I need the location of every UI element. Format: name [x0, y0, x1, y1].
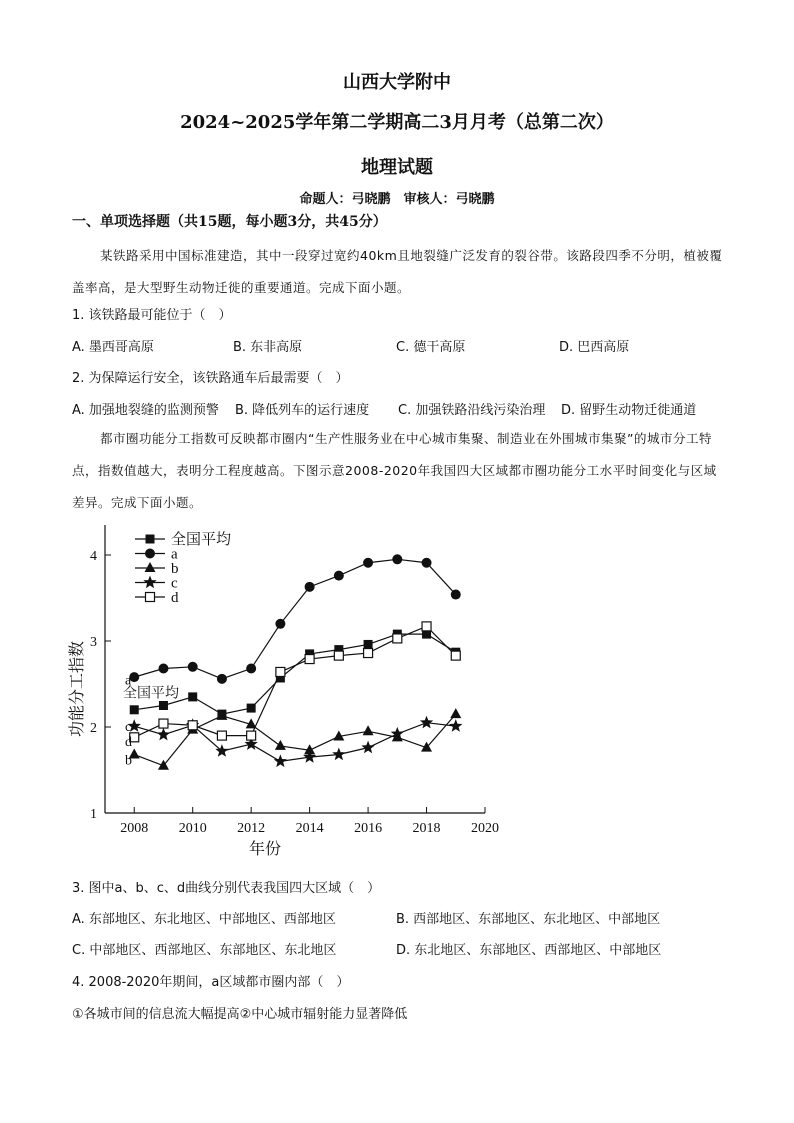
- school-title: 山西大学附中: [343, 72, 451, 93]
- data-point-1-3: [217, 674, 227, 684]
- data-point-1-2: [188, 662, 198, 672]
- exam-title: 2024~2025学年第二学期高二3月月考（总第二次）: [180, 112, 614, 133]
- data-point-3-6: [303, 750, 316, 763]
- q3-option-a[interactable]: A. 东部地区、东北地区、中部地区、西部地区: [72, 912, 336, 927]
- data-point-4-11: [451, 651, 460, 660]
- subject-title: 地理试题: [361, 157, 433, 178]
- x-tick-label: 2014: [295, 821, 324, 836]
- data-point-1-7: [334, 571, 344, 581]
- data-point-4-8: [364, 649, 373, 658]
- data-point-3-8: [361, 741, 374, 754]
- data-point-1-1: [158, 664, 168, 674]
- data-point-0-1: [159, 701, 168, 710]
- data-point-1-5: [275, 619, 285, 629]
- q3-option-c[interactable]: C. 中部地区、西部地区、东部地区、东北地区: [72, 943, 337, 958]
- data-point-1-4: [246, 664, 256, 674]
- q2-option-a[interactable]: A. 加强地裂缝的监测预警: [72, 403, 219, 418]
- legend-label-1: a: [171, 546, 178, 563]
- question-3-stem: 3. 图中a、b、c、d曲线分别代表我国四大区域（ ）: [72, 881, 381, 896]
- data-point-2-5: [275, 740, 286, 750]
- x-tick-label: 2016: [354, 821, 383, 836]
- series-inline-label-1: a: [125, 673, 132, 689]
- q3-option-b[interactable]: B. 西部地区、东部地区、东北地区、中部地区: [396, 912, 661, 927]
- question-2-stem: 2. 为保障运行安全，该铁路通车后最需要（ ）: [72, 371, 349, 386]
- question-1-stem: 1. 该铁路最可能位于（ ）: [72, 308, 232, 323]
- data-point-2-11: [450, 708, 461, 718]
- division-index-chart: [60, 517, 520, 867]
- data-point-4-9: [393, 634, 402, 643]
- data-point-3-1: [157, 728, 170, 741]
- data-point-4-5: [276, 667, 285, 676]
- x-tick-label: 2020: [471, 821, 499, 836]
- q2-option-b[interactable]: B. 降低列车的运行速度: [235, 403, 370, 418]
- q2-option-c[interactable]: C. 加强铁路沿线污染治理: [398, 403, 546, 418]
- data-point-4-7: [334, 651, 343, 660]
- legend-label-3: c: [171, 575, 178, 592]
- data-point-1-6: [305, 582, 315, 592]
- data-point-3-10: [420, 716, 433, 729]
- question-4-line-1: ①各城市间的信息流大幅提高②中心城市辐射能力显著降低: [72, 1007, 408, 1022]
- legend-marker-2: [145, 562, 156, 572]
- legend-marker-4: [146, 593, 155, 602]
- y-tick-label: 1: [90, 807, 97, 822]
- series-inline-label-3: c: [125, 720, 132, 736]
- q1-option-a[interactable]: A. 墨西哥高原: [72, 340, 154, 355]
- y-tick-label: 2: [90, 721, 97, 736]
- data-point-0-8: [364, 640, 373, 649]
- q3-option-d[interactable]: D. 东北地区、东部地区、西部地区、中部地区: [396, 943, 662, 958]
- data-point-0-4: [247, 704, 256, 713]
- q1-option-d[interactable]: D. 巴西高原: [559, 340, 630, 355]
- question-4-stem: 4. 2008-2020年期间，a区域都市圈内部（ ）: [72, 975, 350, 990]
- data-point-0-0: [130, 705, 139, 714]
- q2-option-d[interactable]: D. 留野生动物迁徙通道: [561, 403, 697, 418]
- data-point-4-6: [305, 655, 314, 664]
- data-point-1-9: [392, 554, 402, 564]
- data-point-3-5: [274, 754, 287, 767]
- legend-marker-1: [145, 549, 155, 559]
- q1-option-c[interactable]: C. 德干高原: [396, 340, 466, 355]
- data-point-4-3: [217, 731, 226, 740]
- series-line-0: [134, 634, 456, 714]
- data-point-3-3: [215, 744, 228, 757]
- data-point-1-8: [363, 558, 373, 568]
- series-inline-label-0: 全国平均: [123, 686, 179, 702]
- legend-marker-0: [146, 535, 155, 544]
- q1-option-b[interactable]: B. 东非高原: [233, 340, 303, 355]
- passage-1: 某铁路采用中国标准建造，其中一段穿过宽约40km且地裂缝广泛发育的裂谷带。该路段四季不分明，植被覆盖率高，是大型野生动物迁徙的重要通道。完成下面小题。: [72, 248, 723, 295]
- data-point-4-2: [188, 721, 197, 730]
- legend-marker-3: [143, 576, 156, 589]
- data-point-4-4: [247, 731, 256, 740]
- series-inline-label-2: b: [125, 753, 132, 769]
- y-tick-label: 4: [90, 549, 97, 564]
- legend-label-4: d: [171, 590, 179, 606]
- passage-2: 都市圈功能分工指数可反映都市圈内“生产性服务业在中心城市集聚、制造业在外围城市集聚”的城市分工特点，指数值越大，表明分工程度越高。下图示意2008-2020年我国四大区域都市圈功能分工水平时间变化与区域差异。完成下面小题。: [72, 431, 717, 510]
- legend-label-0: 全国平均: [171, 532, 232, 548]
- data-point-1-11: [451, 590, 461, 600]
- y-axis-label: 功能分工指数: [69, 640, 86, 738]
- data-point-4-10: [422, 622, 431, 631]
- x-tick-label: 2010: [178, 821, 207, 836]
- series-inline-label-4: d: [125, 734, 132, 750]
- data-point-1-10: [422, 558, 432, 568]
- y-tick-label: 3: [90, 635, 97, 650]
- series-line-2: [134, 714, 456, 766]
- data-point-4-1: [159, 719, 168, 728]
- data-point-2-8: [363, 725, 374, 735]
- data-point-3-11: [449, 719, 462, 732]
- x-tick-label: 2012: [237, 821, 266, 836]
- authors-line: 命题人：弓晓鹏 审核人：弓晓鹏: [299, 192, 495, 207]
- data-point-0-2: [188, 692, 197, 701]
- section-heading: 一、单项选择题（共15题，每小题3分，共45分）: [72, 214, 387, 230]
- series-line-1: [134, 559, 456, 679]
- series-line-4: [134, 626, 456, 737]
- x-tick-label: 2008: [120, 821, 149, 836]
- x-axis-label: 年份: [248, 841, 282, 858]
- x-tick-label: 2018: [412, 821, 441, 836]
- data-point-3-7: [332, 748, 345, 761]
- legend-label-2: b: [171, 561, 179, 577]
